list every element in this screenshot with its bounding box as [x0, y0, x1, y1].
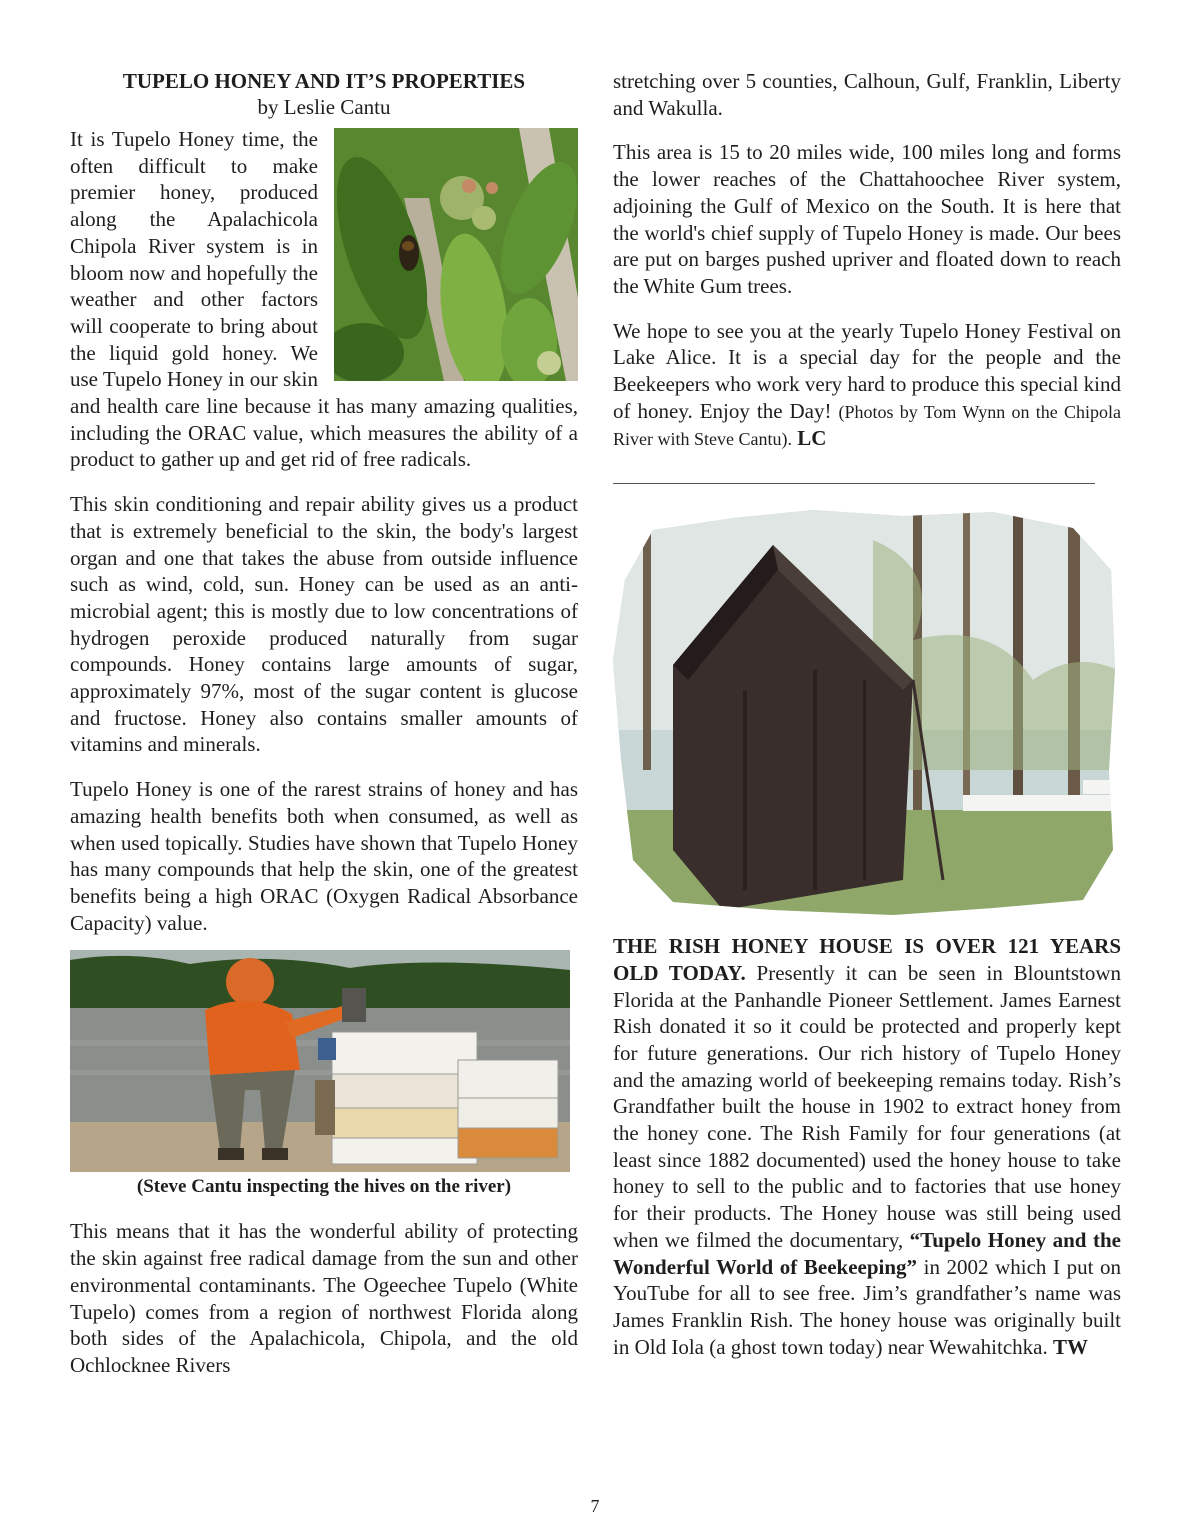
rish-body-start: Presently it can be seen in Blountstown Florida at the Panhandle Pioneer Settlement. James Earnest Rish donated it so it could be protected and properly kept for future generations. Our rich history of Tupelo Honey and the amazing world of beekeeping remains today. Rish’s Grandfather built the house in 1902 to extract honey from the honey cone. The Rish Family for four generations (at least since 1882 documented) used the honey house to take honey to sell to the public and to factories that use honey for their products. The Honey house was still being used when we filmed the documentary,: [613, 960, 1121, 1252]
rarest-strains-paragraph: Tupelo Honey is one of the rarest strains of honey and has amazing health benefits both when consumed, as well as when used topically. Studies have shown that Tupelo Honey has many compounds that help the skin, one of the greatest benefits being a high ORAC (Oxygen Radical Absorbance Capacity) value.: [70, 777, 578, 935]
rish-headline: THE RISH HONEY HOUSE IS OVER 121 YEARS OLD TODAY.: [613, 934, 1121, 985]
right-column: [613, 68, 1121, 1360]
tupelo-flower-photo: [334, 128, 578, 381]
left-column: [70, 68, 578, 1379]
article-heading: [70, 68, 578, 120]
documentary-title: “Tupelo Honey and the Wonderful World of Beekeeping”: [613, 1227, 1121, 1279]
area-description-paragraph: This area is 15 to 20 miles wide, 100 miles long and forms the lower reaches of the Chattahoochee River system, adjoining the Gulf of Mexico on the South. It is here that the world's chief supply of Tupelo Honey is made. Our bees are put on barges pushed upriver and floated down to reach the White Gum trees.: [613, 140, 1121, 298]
section-divider: [613, 483, 1095, 484]
beekeeper-photo-caption: (Steve Cantu inspecting the hives on the river): [136, 1176, 512, 1198]
orac-protection-paragraph: This means that it has the wonderful ability of protecting the skin against free radical damage from the sun and other environmental contaminants. The Ogeechee Tupelo (White Tupelo) comes from a region of northwest Florida along both sides of the Apalachicola, Chipola, and the old Ochlocknee Rivers: [70, 1219, 578, 1377]
rish-honey-house-photo: [613, 510, 1118, 915]
article-signature: LC: [797, 426, 827, 451]
counties-paragraph: stretching over 5 counties, Calhoun, Gulf, Franklin, Liberty and Wakulla.: [613, 69, 1121, 120]
rish-honey-house-paragraph: [613, 933, 1121, 1360]
rish-body-end: in 2002 which I put on YouTube for all to see free. Jim’s grandfather’s name was James Franklin Rish. The honey house was originally built in Old Iola (a ghost town today) near Wewahitchka.: [613, 1254, 1121, 1359]
photo-credit: (Photos by Tom Wynn on the Chipola River with Steve Cantu).: [613, 401, 1121, 450]
article-title: TUPELO HONEY AND IT’S PROPERTIES: [122, 69, 526, 93]
page-number: 7: [590, 1496, 600, 1516]
festival-text: We hope to see you at the yearly Tupelo Honey Festival on Lake Alice. It is a special day for the people and the Beekeepers who work very hard to produce this special kind of honey. Enjoy the Day!: [613, 318, 1121, 423]
skin-benefits-paragraph: This skin conditioning and repair ability gives us a product that is extremely beneficial to the skin, the body's largest organ and one that takes the abuse from outside influence such as wind, cold, sun. Honey can be used as an anti-microbial agent; this is mostly due to low concentrations of hydrogen peroxide produced naturally from sugar compounds. Honey contains large amounts of sugar, approximately 97%, most of the sugar content is glucose and fructose. Honey also contains smaller amounts of vitamins and minerals.: [70, 492, 578, 757]
rish-signature: TW: [1052, 1334, 1088, 1359]
festival-paragraph: [613, 318, 1121, 454]
article-byline: by Leslie Cantu: [257, 95, 391, 119]
intro-paragraph: It is Tupelo Honey time, the often difficult to make premier honey, produced along the Apalachicola Chipola River system is in bloom now and hopefully the weather and other factors will cooperate to bring about the liquid gold honey. We use Tupelo Honey in our skin and health care line because it has many amazing qualities, including the ORAC value, which measures the ability of a product to gather up and get rid of free radicals.: [70, 127, 578, 472]
beekeeper-photo: [70, 950, 570, 1172]
